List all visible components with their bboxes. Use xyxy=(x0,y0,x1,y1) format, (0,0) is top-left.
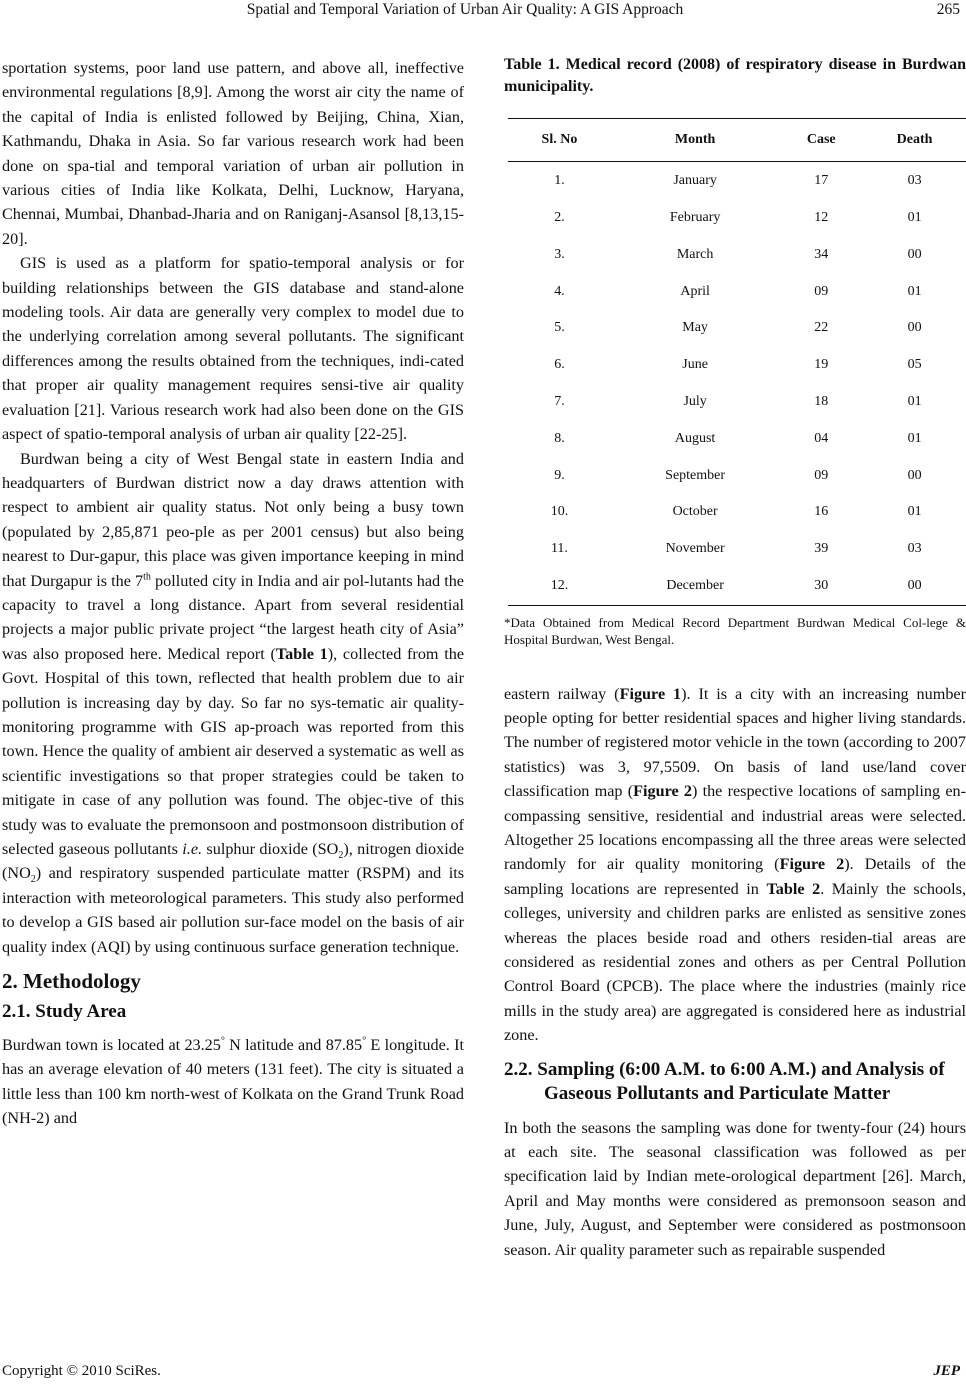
figure-1-reference[interactable]: Figure 1 xyxy=(619,684,682,703)
column-header-month: Month xyxy=(611,119,779,162)
paragraph-sampling: In both the seasons the sampling was done for twenty-four (24) hours at each site. The seasonal classification was followed as per specification laid by Indian mete-orological department [26]. March, April and May months were considered as premonsoon season and June, July, August, and September were considered as postmonsoon season. Air quality parameter such as repairable suspended xyxy=(504,1118,966,1259)
paragraph-sampling-locations: eastern railway (Figure 1). It is a city with an increasing number people opting for better residential spaces and higher living standards. The number of registered motor vehicle in the town (according to 2007 statistics) was 3, 97,5509. On basis of land use/land cover classification map (Figure 2) the respective locations of sampling en-compassing sensitive, residential and industrial areas were selected. Altogether 25 locations encompassing all the three areas were selected randomly for air quality monitoring (Figure 2). Details of the sampling locations are represented in Table 2. Mainly the schools, colleges, university and children parks are enlisted as sensitive zones whereas the places beside road and others residen-tial areas are considered as residential zones and others as per Central Pollution Control Board (CPCB). The place where the industries (mainly rice mills in the study area) are aggregated is considered here as industrial zone. xyxy=(504,684,966,1045)
paragraph-intro-continued: sportation systems, poor land use pattern, and above all, ineffective environmental regulations [8,9]. Among the worst air city the name of the capital of India is enlisted followed by Beijing, China, Xian, Kathmandu, Dhaka in Asia. So far various research work had been done on spa-tial and temporal variation of urban air pollution in various cities of India like Kolkata, Delhi, Lucknow, Haryana, Chennai, Mumbai, Dhanbad-Jharia and on Raniganj-Asansol [8,13,15-20]. xyxy=(2,59,464,248)
subsection-heading-study-area: 2.1. Study Area xyxy=(2,1001,127,1023)
running-header xyxy=(0,0,966,22)
table-row: 12. December 30 00 xyxy=(508,568,966,605)
table-2-reference[interactable]: Table 2 xyxy=(766,879,821,898)
table-row: 9. September 09 00 xyxy=(554,467,922,483)
table-row: 2. February 12 01 xyxy=(554,209,922,225)
figure-2-reference[interactable]: Figure 2 xyxy=(633,782,692,801)
table-row: 1. January 17 03 xyxy=(554,173,922,189)
figure-2-reference[interactable]: Figure 2 xyxy=(779,855,845,874)
paragraph-gis: GIS is used as a platform for spatio-temporal analysis or for building relationships between the GIS database and stand-alone modeling tools. Air data are generally very complex to model due to the underlying correlation among several pollutants. The significant differences among the results obtained from the techniques, indi-cated that proper air quality management requires sensi-tive air quality evaluation [21]. Various research work had also been done on the GIS aspect of spatio-temporal analysis of urban air quality [22-25]. xyxy=(2,254,464,444)
table-row: 6. June 19 05 xyxy=(554,357,922,373)
table-row: 8. August 04 01 xyxy=(554,430,922,446)
paragraph-study-area: Burdwan town is located at 23.25° N latitude and 87.85° E longitude. It has an average elevation of 40 meters (131 feet). The city is situated a little less than 100 km north-west of Kolkata on the Grand Trunk Road (NH-2) and xyxy=(2,1035,465,1128)
table-1-reference[interactable]: Table 1 xyxy=(275,644,328,663)
left-column xyxy=(2,56,464,1131)
section-heading-methodology: 2. Methodology xyxy=(2,969,141,994)
copyright-notice: Copyright © 2010 SciRes. xyxy=(2,1363,161,1379)
right-column xyxy=(504,56,966,1262)
table-row: 11. November 39 03 xyxy=(550,541,922,557)
journal-abbreviation: JEP xyxy=(933,1363,960,1379)
table-row: 5. May 22 00 xyxy=(554,320,922,336)
table-header-row xyxy=(508,119,966,162)
page-footer xyxy=(0,1363,966,1383)
table-row: 4. April 09 01 xyxy=(554,283,922,299)
table-1-caption: Table 1. Medical record (2008) of respiratory disease in Burdwan municipality. xyxy=(504,56,966,95)
column-header-case: Case xyxy=(779,119,863,162)
table-row: 10. October 16 01 xyxy=(550,504,922,520)
page-number: 265 xyxy=(936,1,960,18)
running-title: Spatial and Temporal Variation of Urban Air Quality: A GIS Approach xyxy=(246,1,684,18)
table-1-medical-record xyxy=(508,118,966,606)
table-row: 7. July 18 01 xyxy=(554,393,922,409)
subsection-heading-sampling: 2.2. Sampling (6:00 A.M. to 6:00 A.M.) and Analysis of Gaseous Pollutants and Particulate Matter xyxy=(504,1058,945,1104)
column-header-death: Death xyxy=(863,119,966,162)
table-row: 3. March 34 00 xyxy=(554,246,922,262)
paragraph-burdwan: Burdwan being a city of West Bengal state in eastern India and headquarters of Burdwan district now a day draws attention with respect to ambient air quality status. Not only being a busy town (populated by 2,85,871 peo-ple as per 2001 census) but also being nearest to Dur-gapur, this place was given importance keeping in mind that Durgapur is the 7th polluted city in India and air pol-lutants had the capacity to travel a long distance. Apart from several residential projects a major public private project “the largest heath city of Asia” was also proposed here. Medical report (Table 1), collected from the Govt. Hospital of this town, reflected that health problem due to air pollution is increasing day by day. So far no sys-tematic air quality-monitoring programme with GIS ap-proach was reported from this town. Hence the quality of ambient air deserved a systematic as well as scientific investigations so that proper strategies could be taken to mitigate in case of any pollution was found. The objec-tive of this study was to evaluate the premonsoon and postmonsoon distribution of selected gaseous pollutants i.e. sulphur dioxide $(SO_2)$, nitrogen dioxide $(NO_2)$ and respiratory suspended particulate matter (RSPM) and its interaction with meteorological parameters. This study also performed to develop a GIS based air pollution sur-face model on the basis of air quality index (AQI) by using continuous surface generation technique. xyxy=(2,449,465,956)
table-1-footnote: *Data Obtained from Medical Record Department Burdwan Medical Col-lege & Hospital Burdwan, West Bengal. xyxy=(504,614,966,647)
column-header-sl-no: Sl. No xyxy=(508,119,611,162)
